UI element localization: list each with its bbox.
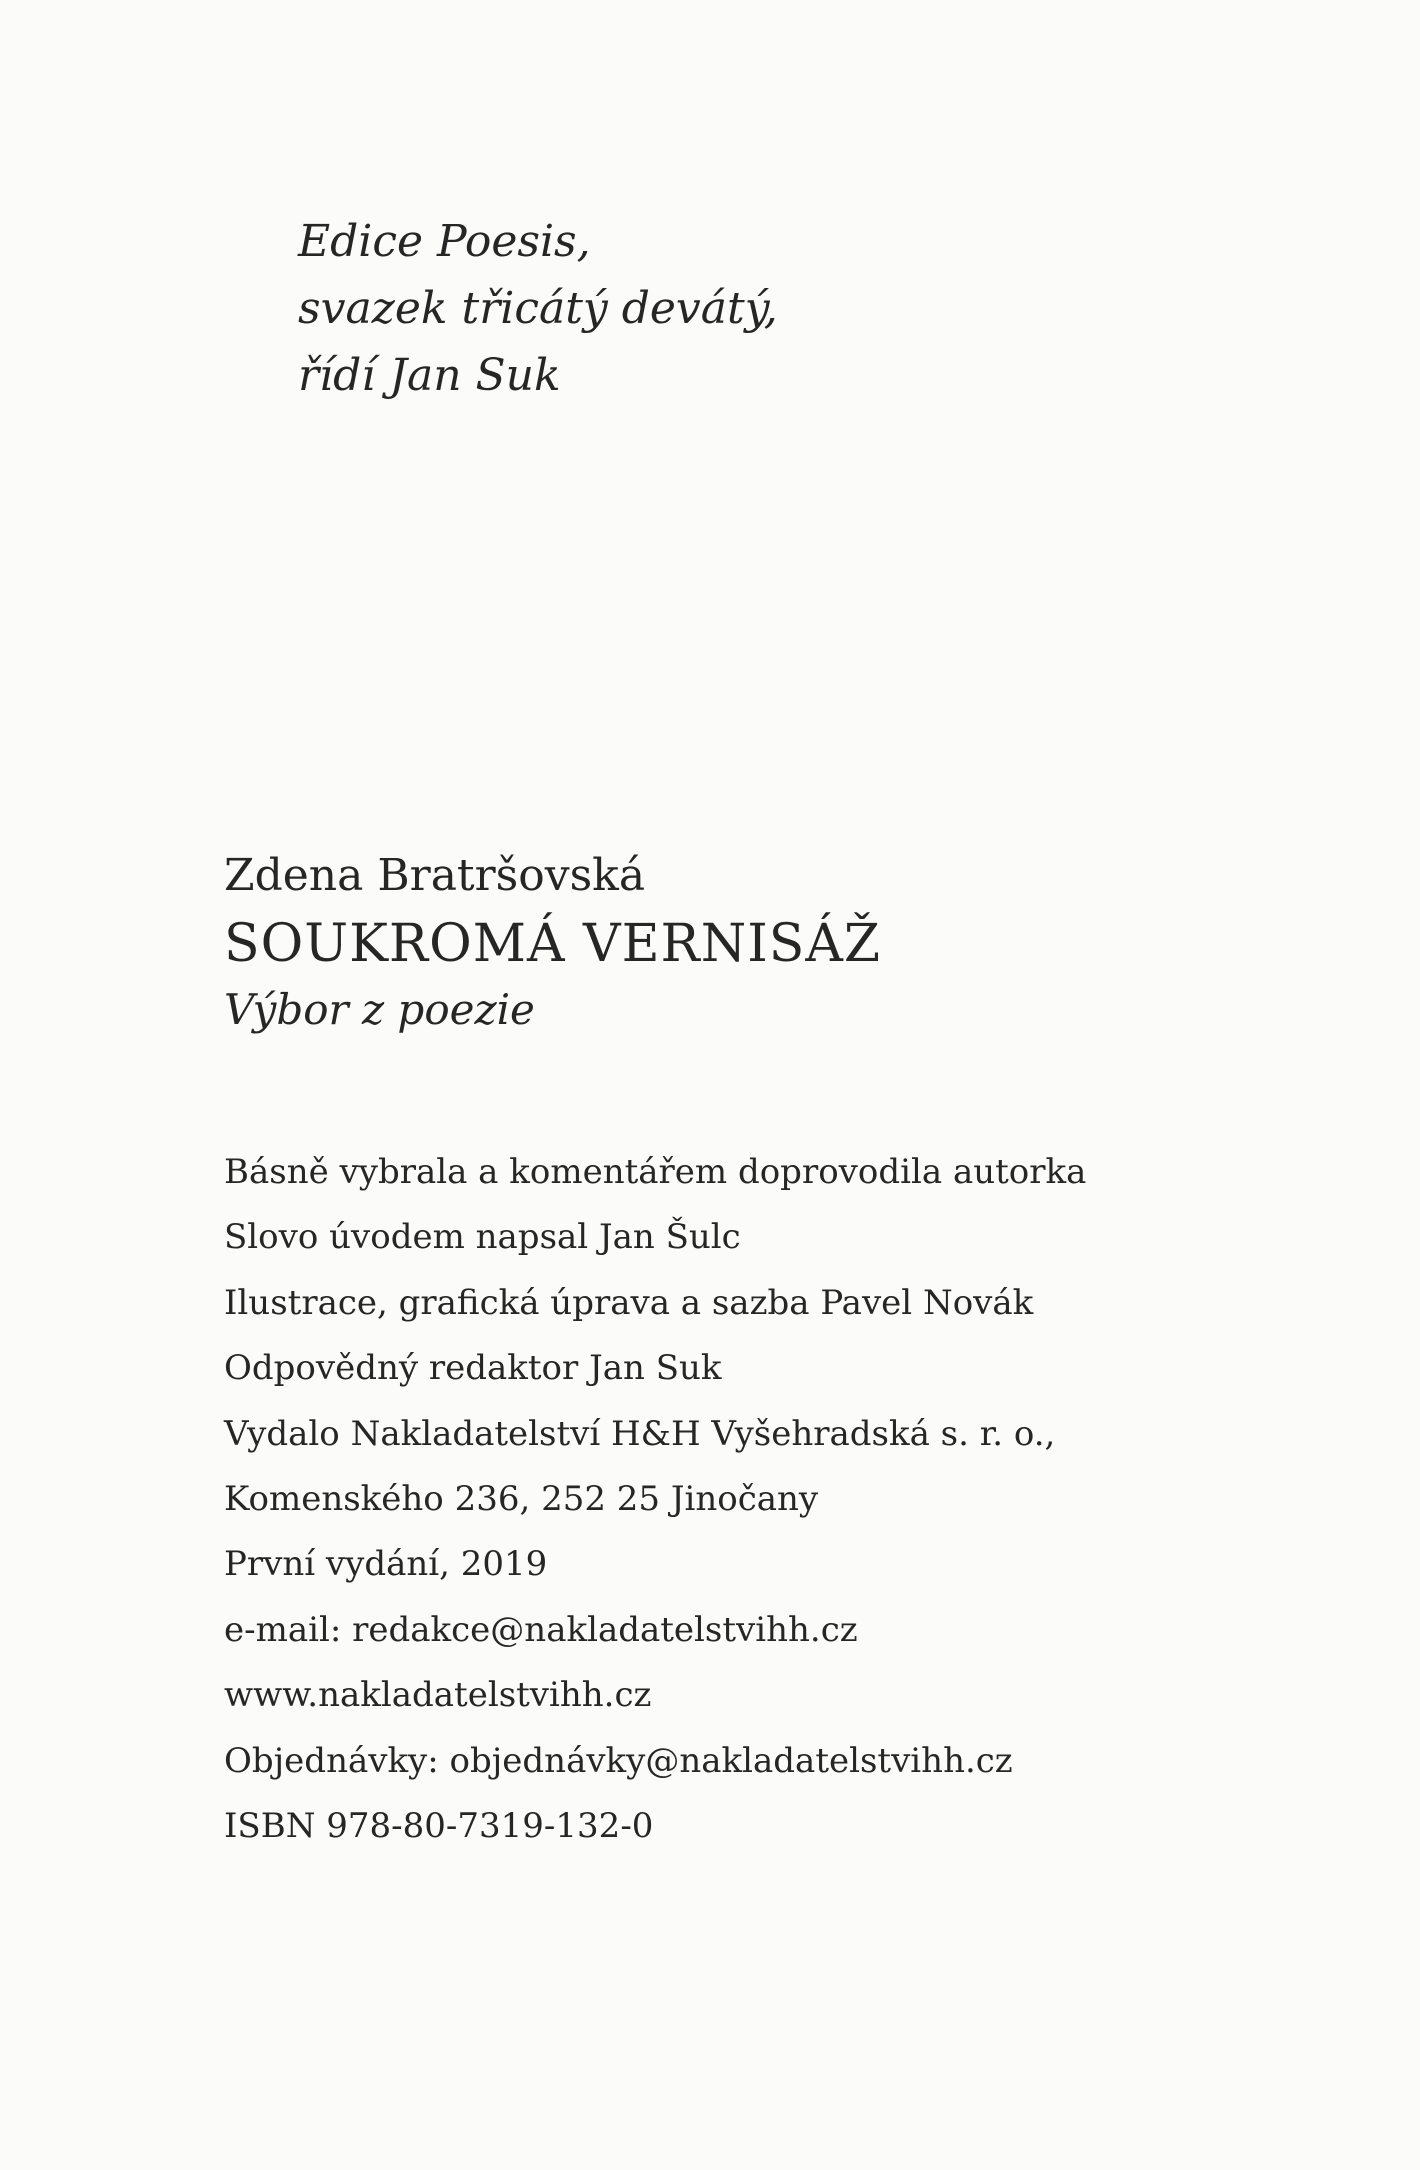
book-title: SOUKROMÁ VERNISÁŽ <box>224 914 882 974</box>
credit-line: Odpovědný redaktor Jan Suk <box>224 1348 722 1389</box>
website-line: www.nakladatelstvihh.cz <box>224 1675 652 1716</box>
isbn-line: ISBN 978-80-7319-132-0 <box>224 1806 654 1847</box>
credit-line: Ilustrace, grafická úprava a sazba Pavel Novák <box>224 1282 1034 1323</box>
series-line: svazek třicátý devátý, <box>298 283 778 334</box>
credit-line: Básně vybrala a komentářem doprovodila autorka <box>224 1152 1087 1192</box>
credit-line: Vydalo Nakladatelství H&H Vyšehradská s. r. o., <box>224 1413 1056 1454</box>
author-name: Zdena Bratršovská <box>224 850 646 901</box>
credit-line: První vydání, 2019 <box>224 1544 548 1585</box>
series-line: řídí Jan Suk <box>298 350 561 401</box>
book-heading <box>224 848 881 1038</box>
imprint-credits <box>224 1140 1086 1859</box>
series-info <box>298 208 778 409</box>
credit-line: Komenského 236, 252 25 Jinočany <box>224 1479 819 1520</box>
credit-line: Slovo úvodem napsal Jan Šulc <box>224 1217 741 1258</box>
series-line: Edice Poesis, <box>298 216 591 267</box>
email-line: e-mail: redakce@nakladatelstvihh.cz <box>224 1609 858 1650</box>
orders-line: Objednávky: objednávky@nakladatelstvihh.cz <box>224 1740 1013 1781</box>
book-subtitle: Výbor z poezie <box>224 985 535 1034</box>
